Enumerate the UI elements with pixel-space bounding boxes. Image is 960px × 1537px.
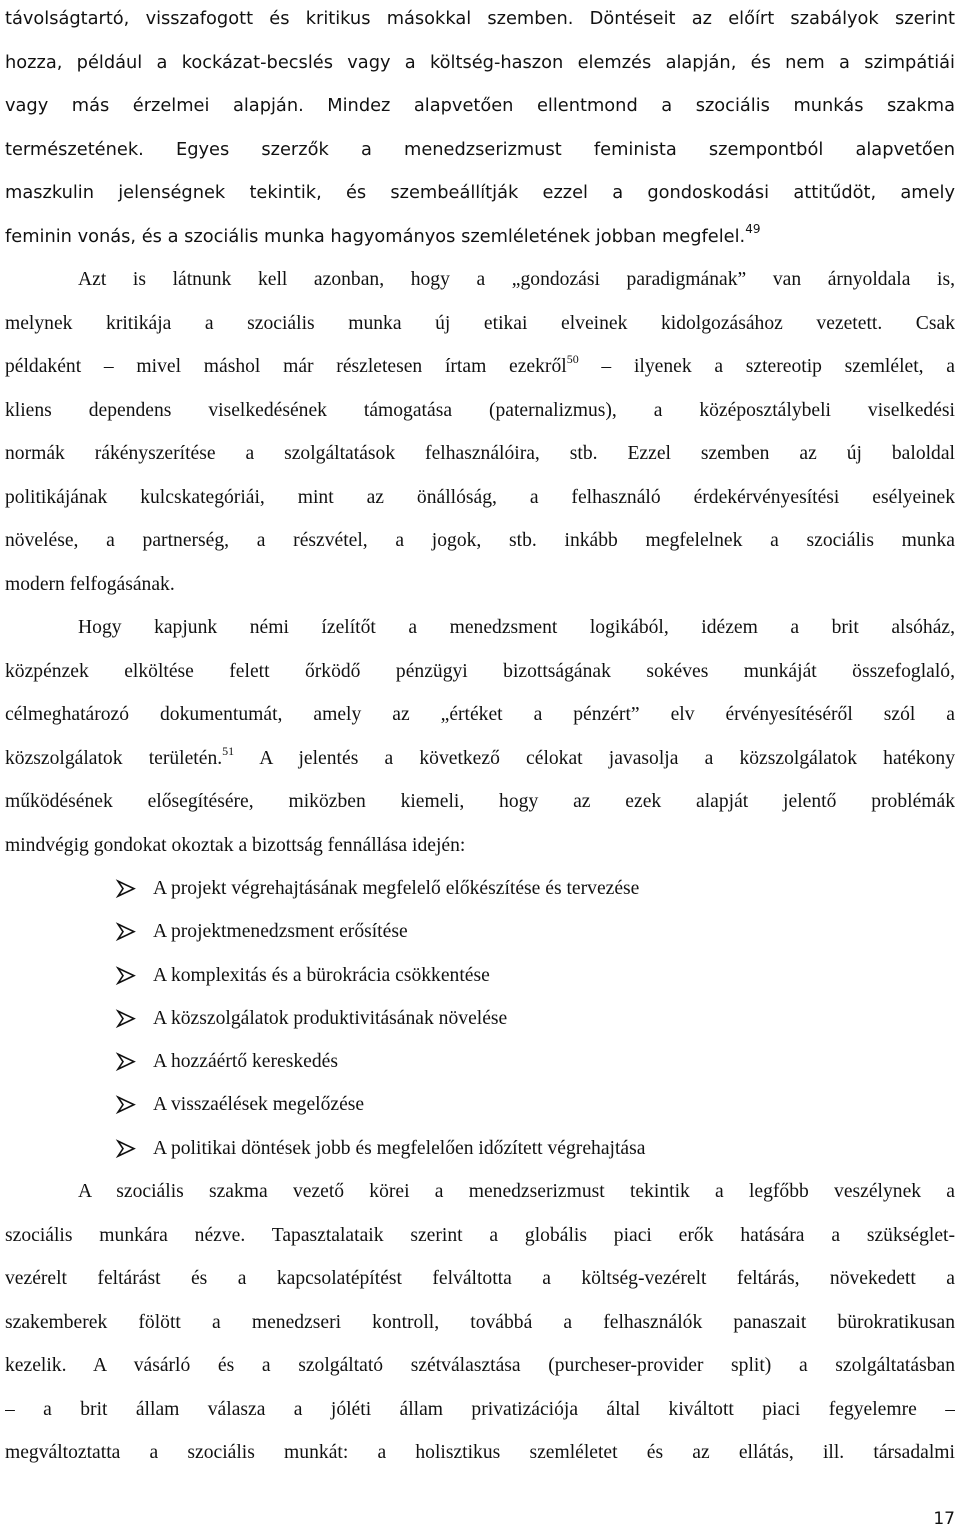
text-line — [5, 215, 955, 259]
paragraph-2 — [5, 258, 955, 606]
list-item-text: A komplexitás és a bürokrácia csökkentése — [153, 964, 490, 986]
text-segment: feminin vonás, és a szociális munka hagyományos szemléletének jobban megfelel. — [5, 225, 746, 247]
text-line: növelése, a partnerség, a részvétel, a jogok, stb. inkább megfelelnek a szociális munka — [5, 530, 955, 551]
arrowhead-bullet-icon — [115, 1040, 137, 1083]
text-line: Hogy kapjunk némi ízelítőt a menedzsment logikából, idézem a brit alsóház, — [78, 617, 955, 638]
document-page — [5, 0, 955, 1475]
text-line: vagy más érzelmei alapján. Mindez alapvetően ellentmond a szociális munkás szakma — [5, 95, 955, 116]
list-item — [5, 1040, 955, 1083]
arrowhead-bullet-icon — [115, 1127, 137, 1170]
text-line: szakemberek fölött a menedzseri kontroll, továbbá a felhasználók panaszait bürokratikusan — [5, 1311, 955, 1333]
page-number: 17 — [933, 1509, 955, 1529]
list-item — [5, 997, 955, 1040]
list-item — [5, 1127, 955, 1170]
text-line: A szociális szakma vezető körei a menedzserizmust tekintik a legfőbb veszélynek a — [78, 1181, 955, 1203]
arrowhead-bullet-icon — [115, 1083, 137, 1126]
text-line: távolságtartó, visszafogott és kritikus másokkal szemben. Döntéseit az előírt szabályok szerint — [5, 8, 955, 29]
list-item-text: A projekt végrehajtásának megfelelő előkészítése és tervezése — [153, 878, 640, 899]
text-segment: közszolgálatok területén. — [5, 747, 223, 769]
footnote-marker: 50 — [566, 352, 579, 366]
text-line — [5, 345, 955, 389]
paragraph-1 — [5, 0, 955, 258]
list-item-text: A hozzáértő kereskedés — [153, 1051, 338, 1073]
text-line: működésének elősegítésére, miközben kiemeli, hogy az ezek alapját jelentő problémák — [5, 791, 955, 812]
list-item — [5, 910, 955, 953]
paragraph-3 — [5, 606, 955, 867]
list-item-text: A közszolgálatok produktivitásának növelése — [153, 1007, 508, 1029]
text-line: maszkulin jelenségnek tekintik, és szembeállítják ezzel a gondoskodási attitűdöt, amely — [5, 182, 955, 203]
text-segment: – ilyenek a sztereotip szemlélet, a — [578, 356, 955, 377]
text-line: normák rákényszerítése a szolgáltatások felhasználóira, stb. Ezzel szemben az új baloldal — [5, 443, 955, 464]
list-item — [5, 954, 955, 997]
text-line: mindvégig gondokat okoztak a bizottság fennállása idején: — [5, 834, 466, 856]
text-line: hozza, például a kockázat-becslés vagy a költség-haszon elemzés alapján, és nem a szimpátiái — [5, 51, 955, 73]
arrowhead-bullet-icon — [115, 867, 137, 910]
text-line: politikájának kulcskategóriái, mint az önállóság, a felhasználó érdekérvényesítési esélyeinek — [5, 486, 955, 508]
text-line: – a brit állam válasza a jóléti állam privatizációja által kiváltott piaci fegyelemre – — [5, 1398, 955, 1420]
footnote-marker: 51 — [222, 743, 235, 758]
text-line: kliens dependens viselkedésének támogatása (paternalizmus), a középosztálybeli viselkedési — [5, 399, 955, 421]
bullet-list — [5, 867, 955, 1170]
text-line — [5, 737, 955, 781]
text-segment: példaként – mivel máshol már részletesen írtam ezekről — [5, 356, 567, 377]
text-line: célmeghatározó dokumentumát, amely az „értéket a pénzért” elv érvényesítéséről szól a — [5, 704, 955, 725]
text-line: szociális munkára nézve. Tapasztalataik szerint a globális piaci erők hatására a szükséglet- — [5, 1224, 955, 1246]
arrowhead-bullet-icon — [115, 997, 137, 1040]
text-line: természetének. Egyes szerzők a menedzserizmust feminista szempontból alapvetően — [5, 138, 955, 160]
paragraph-4 — [5, 1170, 955, 1475]
list-item-text: A projektmenedzsment erősítése — [153, 921, 408, 943]
text-line: kezelik. A vásárló és a szolgáltató szétválasztása (purcheser-provider split) a szolgáltatásban — [5, 1355, 955, 1377]
text-line: megváltoztatta a szociális munkát: a holisztikus szemléletet és az ellátás, ill. társadalmi — [5, 1442, 955, 1464]
text-line: modern felfogásának. — [5, 573, 175, 595]
text-segment: A jelentés a következő célokat javasolja a közszolgálatok hatékony — [234, 747, 955, 769]
arrowhead-bullet-icon — [115, 954, 137, 997]
list-item-text: A visszaélések megelőzése — [153, 1094, 365, 1116]
arrowhead-bullet-icon — [115, 910, 137, 953]
footnote-marker: 49 — [745, 221, 761, 236]
text-line: Azt is látnunk kell azonban, hogy a „gondozási paradigmának” van árnyoldala is, — [78, 269, 955, 290]
text-line: vezérelt feltárást és a kapcsolatépítést felváltotta a költség-vezérelt feltárás, növekedett a — [5, 1268, 955, 1290]
list-item-text: A politikai döntések jobb és megfelelően időzített végrehajtása — [153, 1137, 646, 1159]
text-line: melynek kritikája a szociális munka új etikai elveinek kidolgozásához vezetett. Csak — [5, 312, 955, 334]
list-item — [5, 1083, 955, 1126]
list-item — [5, 867, 955, 910]
text-line: közpénzek elköltése felett őrködő pénzügyi bizottságának sokéves munkáját összefoglaló, — [5, 660, 955, 682]
